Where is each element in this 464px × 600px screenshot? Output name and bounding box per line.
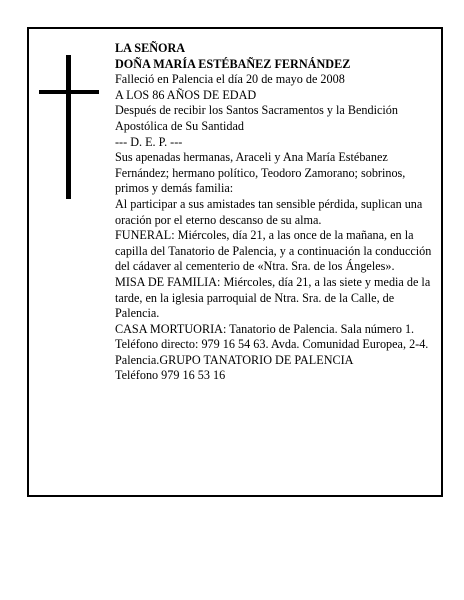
sacraments-paragraph: Después de recibir los Santos Sacramentos y la Bendición Apostólica de Su Santidad (115, 103, 398, 133)
rip-line: --- D. E. P. --- (115, 134, 183, 149)
death-line: Falleció en Palencia el día 20 de mayo de 2008 (115, 72, 345, 87)
cross-horizontal-bar (39, 90, 99, 94)
deceased-name: DOÑA MARÍA ESTÉBAÑEZ FERNÁNDEZ (115, 56, 351, 71)
request-paragraph: Al participar a sus amistades tan sensible pérdida, suplican una oración por el eterno descanso de su alma. (115, 196, 423, 227)
funeral-paragraph: FUNERAL: Miércoles, día 21, a las once de la mañana, en la capilla del Tanatorio de Palencia, y a continuación la conducción del cádaver al cementerio de «Ntra. Sra. de los Ángeles». (115, 228, 432, 274)
cross-vertical-bar (66, 55, 71, 199)
family-paragraph: Sus apenadas hermanas, Araceli y Ana María Estébanez Fernández; hermano político, Teodoro Zamorano; sobrinos, primos y demás familia: (115, 150, 406, 196)
latin-cross-icon (39, 55, 99, 199)
chapel-paragraph: CASA MORTUORIA: Tanatorio de Palencia. Sala número 1. Teléfono directo: 979 16 54 63. Avda. Comunidad Europea, 2-4. Palencia.GRUPO TANATORIO DE PALENCIA (115, 321, 429, 367)
phone-line: Teléfono 979 16 53 16 (115, 368, 226, 383)
notice-title-line1: LA SEÑORA (115, 41, 186, 55)
age-line: A LOS 86 AÑOS DE EDAD (115, 87, 257, 102)
notice-text (115, 41, 437, 384)
mass-paragraph: MISA DE FAMILIA: Miércoles, día 21, a las siete y media de la tarde, en la iglesia parroquial de Ntra. Sra. de la Calle, de Palencia. (115, 274, 431, 321)
obituary-notice (27, 27, 443, 497)
